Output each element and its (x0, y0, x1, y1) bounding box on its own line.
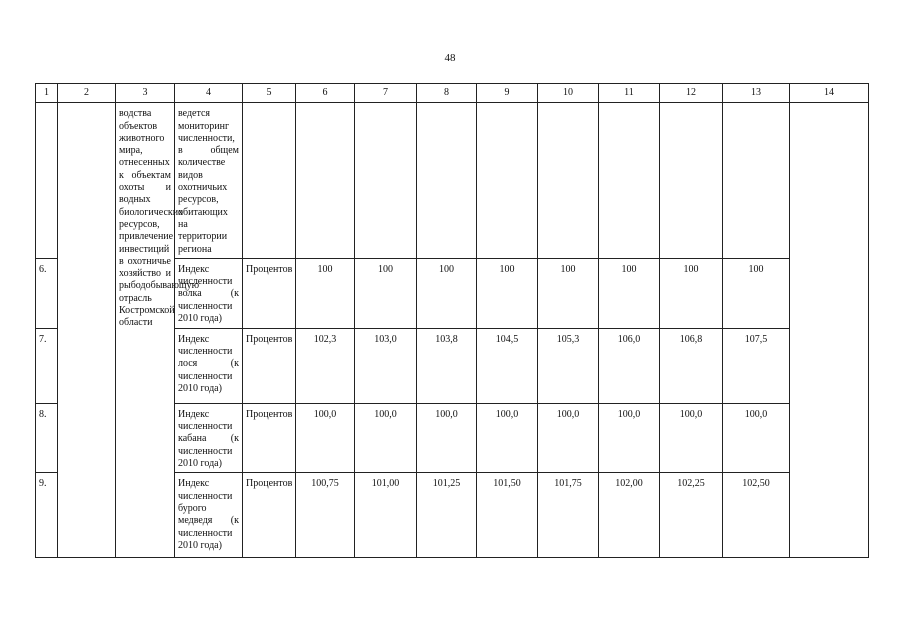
unit-cell: Процентов (243, 473, 296, 558)
value-cell: 100,0 (355, 403, 417, 472)
goal-cell (58, 103, 116, 558)
column-header: 13 (723, 84, 790, 103)
indicator-cell: Индекс численности лося (к численности 2010 года) (175, 328, 243, 403)
column-header: 11 (599, 84, 660, 103)
value-cell: 101,00 (355, 473, 417, 558)
value-cell: 100,0 (723, 403, 790, 472)
value-cell (538, 103, 599, 259)
value-cell: 100 (723, 258, 790, 328)
value-cell: 100,0 (477, 403, 538, 472)
value-cell: 106,0 (599, 328, 660, 403)
unit-cell (243, 103, 296, 259)
value-cell: 102,50 (723, 473, 790, 558)
row-number: 7. (36, 328, 58, 403)
value-cell: 103,0 (355, 328, 417, 403)
indicators-table (35, 83, 869, 558)
value-cell: 105,3 (538, 328, 599, 403)
value-cell: 100 (417, 258, 477, 328)
row-number: 6. (36, 258, 58, 328)
value-cell (296, 103, 355, 259)
column-header: 1 (36, 84, 58, 103)
column-header: 2 (58, 84, 116, 103)
value-cell: 100,0 (296, 403, 355, 472)
value-cell: 100 (477, 258, 538, 328)
column-header: 6 (296, 84, 355, 103)
column-header: 5 (243, 84, 296, 103)
table-row-continuation (36, 103, 869, 259)
value-cell: 106,8 (660, 328, 723, 403)
value-cell: 100,0 (599, 403, 660, 472)
value-cell: 103,8 (417, 328, 477, 403)
value-cell: 101,75 (538, 473, 599, 558)
page-number: 48 (444, 52, 456, 64)
column-header: 14 (790, 84, 869, 103)
value-cell: 100,0 (417, 403, 477, 472)
column-header: 12 (660, 84, 723, 103)
indicator-cell: Индекс численности волка (к численности 2010 года) (175, 258, 243, 328)
column-header: 7 (355, 84, 417, 103)
value-cell: 100,0 (538, 403, 599, 472)
value-cell (723, 103, 790, 259)
value-cell: 100 (355, 258, 417, 328)
value-cell (660, 103, 723, 259)
note-cell (790, 103, 869, 558)
value-cell (417, 103, 477, 259)
header-row (36, 84, 869, 103)
value-cell: 100,75 (296, 473, 355, 558)
value-cell: 102,25 (660, 473, 723, 558)
value-cell: 100 (296, 258, 355, 328)
row-number: 8. (36, 403, 58, 472)
value-cell: 100 (538, 258, 599, 328)
value-cell (477, 103, 538, 259)
value-cell: 102,3 (296, 328, 355, 403)
column-header: 9 (477, 84, 538, 103)
column-header: 10 (538, 84, 599, 103)
value-cell: 100,0 (660, 403, 723, 472)
value-cell: 100 (660, 258, 723, 328)
unit-cell: Процентов (243, 328, 296, 403)
column-header: 8 (417, 84, 477, 103)
value-cell: 101,25 (417, 473, 477, 558)
unit-cell: Процентов (243, 403, 296, 472)
value-cell (599, 103, 660, 259)
value-cell: 102,00 (599, 473, 660, 558)
value-cell: 101,50 (477, 473, 538, 558)
column-header: 3 (116, 84, 175, 103)
row-number: 9. (36, 473, 58, 558)
column-header: 4 (175, 84, 243, 103)
value-cell: 104,5 (477, 328, 538, 403)
row-number-cell (36, 103, 58, 259)
value-cell: 100 (599, 258, 660, 328)
value-cell: 107,5 (723, 328, 790, 403)
indicator-cell: Индекс численности бурого медведя (к численности 2010 года) (175, 473, 243, 558)
indicator-cell: Индекс численности кабана (к численности 2010 года) (175, 403, 243, 472)
indicator-cell: ведется мониторинг численности, в общем количестве видов охотничьих ресурсов, обитающих на территории региона (175, 103, 243, 259)
task-cell: водства объектов животного мира, отнесенных к объектам охоты и водных биологических ресурсов, привлечение инвестиций в охотничье хозяйство и рыбодобывающую отрасль Костромской области (116, 103, 175, 558)
unit-cell: Процентов (243, 258, 296, 328)
value-cell (355, 103, 417, 259)
